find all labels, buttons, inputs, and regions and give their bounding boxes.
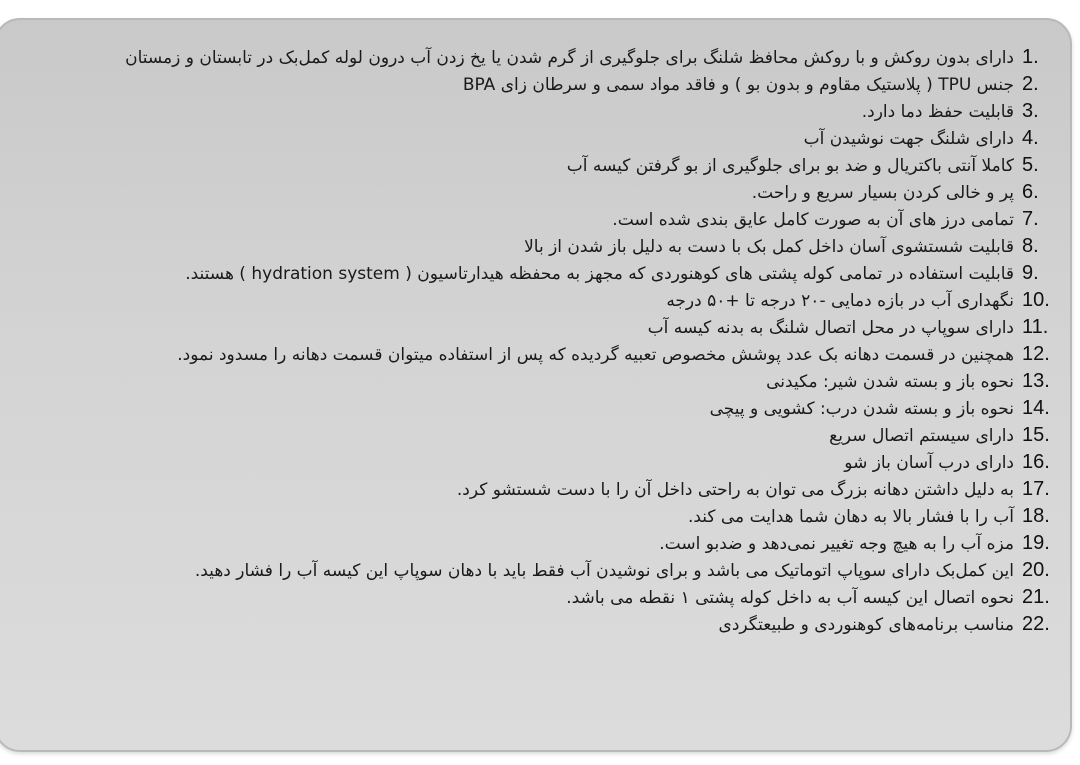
item-number: 19.: [1022, 532, 1050, 554]
item-number: 9.: [1022, 262, 1039, 284]
item-number: 4.: [1022, 127, 1039, 149]
list-item: [125, 287, 1058, 314]
list-item: [125, 341, 1058, 368]
list-item: [125, 503, 1058, 530]
item-text: نگهداری آب در بازه دمایی -۲۰ درجه تا +۵۰ درجه: [666, 290, 1014, 311]
item-number: 20.: [1022, 559, 1050, 581]
item-text: دارای سیستم اتصال سریع: [829, 425, 1014, 446]
item-number: 13.: [1022, 370, 1050, 392]
item-text: نحوه باز و بسته شدن درب: کشویی و پیچی: [709, 398, 1014, 419]
item-number: 22.: [1022, 613, 1050, 635]
list-item: [125, 557, 1058, 584]
item-number: 1.: [1022, 46, 1039, 68]
list-item: [125, 314, 1058, 341]
item-number: 16.: [1022, 451, 1050, 473]
item-text: پر و خالی کردن بسیار سریع و راحت.: [751, 182, 1014, 203]
item-text: نحوه باز و بسته شدن شیر: مکیدنی: [766, 371, 1014, 392]
item-number: 2.: [1022, 73, 1039, 95]
item-number: 5.: [1022, 154, 1039, 176]
item-text: مناسب برنامه‌های کوهنوردی و طبیعتگردی: [718, 614, 1014, 635]
item-number: 10.: [1022, 289, 1050, 311]
item-text: کاملا آنتی باکتریال و ضد بو برای جلوگیری از بو گرفتن کیسه آب: [566, 155, 1014, 176]
item-number: 15.: [1022, 424, 1050, 446]
list-item: [125, 125, 1058, 152]
item-number: 7.: [1022, 208, 1039, 230]
item-number: 17.: [1022, 478, 1050, 500]
list-item: [125, 422, 1058, 449]
list-item: [125, 476, 1058, 503]
item-number: 18.: [1022, 505, 1050, 527]
item-number: 21.: [1022, 586, 1050, 608]
item-text: دارای درب آسان باز شو: [844, 452, 1014, 473]
item-text: دارای شلنگ جهت نوشیدن آب: [803, 128, 1014, 149]
item-text: به دلیل داشتن دهانه بزرگ می توان به راحتی داخل آن را با دست شستشو کرد.: [456, 479, 1014, 500]
item-text: دارای سوپاپ در محل اتصال شلنگ به بدنه کیسه آب: [647, 317, 1014, 338]
item-text: مزه آب را به هیچ وجه تغییر نمی‌دهد و ضدبو است.: [659, 533, 1014, 554]
item-text: همچنین در قسمت دهانه بک عدد پوشش مخصوص تعبیه گردیده که پس از استفاده میتوان قسمت دهانه را مسدود نمود.: [177, 344, 1014, 365]
item-text: نحوه اتصال این کیسه آب به داخل کوله پشتی ۱ نقطه می باشد.: [566, 587, 1014, 608]
list-item: [125, 98, 1058, 125]
feature-list: [125, 44, 1058, 638]
item-text: آب را با فشار بالا به دهان شما هدایت می کند.: [687, 506, 1014, 527]
item-number: 14.: [1022, 397, 1050, 419]
item-number: 11.: [1022, 316, 1049, 338]
list-item: [125, 260, 1058, 287]
list-item: [125, 611, 1058, 638]
list-item: [125, 584, 1058, 611]
item-number: 3.: [1022, 100, 1039, 122]
list-item: [125, 206, 1058, 233]
list-item: [125, 71, 1058, 98]
item-text: جنس TPU ( پلاستیک مقاوم و بدون بو ) و فاقد مواد سمی و سرطان زای BPA: [462, 74, 1014, 95]
list-item: [125, 152, 1058, 179]
item-text: قابلیت حفظ دما دارد.: [861, 101, 1014, 122]
list-item: [125, 449, 1058, 476]
list-item: [125, 179, 1058, 206]
item-text: قابلیت شستشوی آسان داخل کمل بک با دست به دلیل باز شدن از بالا: [524, 236, 1014, 257]
list-item: [125, 233, 1058, 260]
feature-list-card: [0, 18, 1072, 752]
item-text: قابلیت استفاده در تمامی کوله پشتی های کوهنوردی که مجهز به محفظه هیدارتاسیون ( hydration system ) هستند.: [185, 263, 1014, 284]
list-item: [125, 44, 1058, 71]
item-number: 6.: [1022, 181, 1039, 203]
list-item: [125, 395, 1058, 422]
item-text: دارای بدون روکش و با روکش محافظ شلنگ برای جلوگیری از گرم شدن یا یخ زدن آب درون لوله کمل‌بک در تابستان و زمستان: [125, 47, 1014, 68]
item-number: 12.: [1022, 343, 1050, 365]
item-text: تمامی درز های آن به صورت کامل عایق بندی شده است.: [612, 209, 1014, 230]
list-item: [125, 368, 1058, 395]
item-text: این کمل‌بک دارای سوپاپ اتوماتیک می باشد و برای نوشیدن آب فقط باید با دهان سوپاپ این کیسه آب را فشار دهید.: [194, 560, 1014, 581]
item-number: 8.: [1022, 235, 1039, 257]
list-item: [125, 530, 1058, 557]
